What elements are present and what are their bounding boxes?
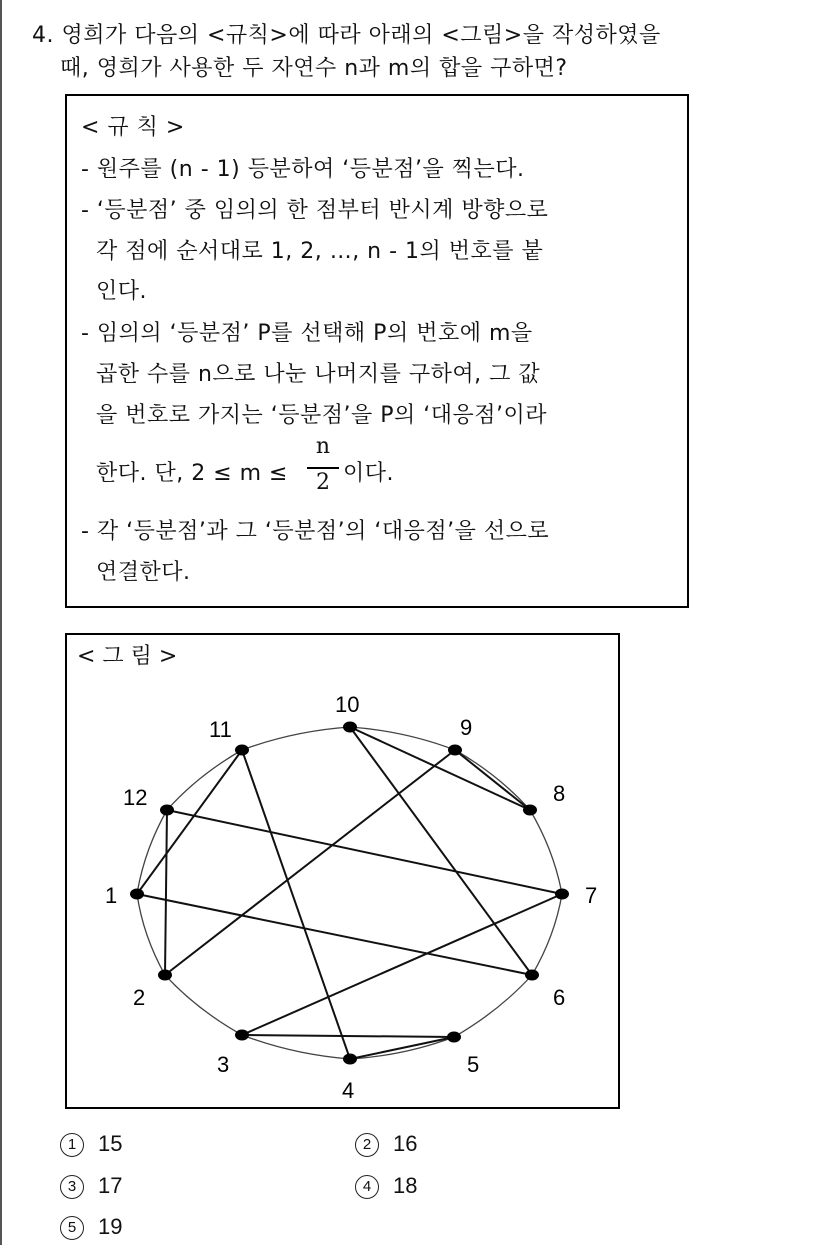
- point-10: [343, 722, 357, 733]
- choice-value: 15: [98, 1131, 123, 1156]
- point-label-7: 7: [585, 883, 598, 908]
- point-4: [343, 1054, 357, 1065]
- question-text-1: 영희가 다음의 <규칙>에 따라 아래의 <그림>을 작성하였을: [61, 23, 661, 48]
- rule-line-6: 곱한 수를 n으로 나눈 나머지를 구하여, 그 값: [81, 362, 541, 387]
- choice-value: 19: [98, 1214, 123, 1239]
- figure-box: [65, 633, 620, 1109]
- point-12: [160, 805, 174, 816]
- circle-arc: [165, 975, 242, 1035]
- point-2: [158, 970, 172, 981]
- circle-outline: [137, 727, 562, 1059]
- circle-arc: [137, 810, 167, 894]
- rule-line-8-end: 이다.: [343, 461, 394, 486]
- question-line-2: 때, 영희가 사용한 두 자연수 n과 m의 합을 구하면?: [60, 56, 568, 81]
- choice-marker: 2: [355, 1133, 379, 1157]
- rule-line-4: 인다.: [81, 279, 147, 304]
- rule-line-2: - ‘등분점’ 중 임의의 한 점부터 반시계 방향으로: [81, 198, 549, 223]
- choice-3[interactable]: [60, 1173, 122, 1199]
- chord-12-2: [165, 810, 167, 975]
- point-label-12: 12: [123, 785, 148, 810]
- chord-4-5: [350, 1037, 454, 1059]
- rules-title: < 규 칙 >: [81, 115, 185, 140]
- rules-box: [65, 94, 689, 608]
- chord-7-3: [242, 894, 562, 1035]
- rule-line-9: - 각 ‘등분점’과 그 ‘등분점’의 ‘대응점’을 선으로: [81, 519, 550, 544]
- point-label-11: 11: [209, 717, 232, 742]
- point-label-6: 6: [553, 985, 566, 1010]
- rule-line-1: - 원주를 (n - 1) 등분하여 ‘등분점’을 찍는다.: [81, 157, 525, 182]
- point-label-9: 9: [460, 715, 473, 740]
- choice-value: 17: [98, 1173, 123, 1198]
- circle-arc: [137, 894, 165, 975]
- choice-marker: 1: [60, 1133, 84, 1157]
- point-label-3: 3: [217, 1052, 230, 1077]
- rule-line-3: 각 점에 순서대로 1, 2, …, n - 1의 번호를 붙: [81, 239, 544, 264]
- question-line-1: [32, 18, 661, 49]
- rule-line-10: 연결한다.: [81, 560, 191, 585]
- chord-1-6: [137, 894, 532, 975]
- point-label-8: 8: [553, 781, 566, 806]
- point-label-1: 1: [105, 883, 118, 908]
- fraction-denominator: 2: [316, 470, 330, 495]
- point-label-10: 10: [335, 692, 360, 717]
- point-7: [555, 889, 569, 900]
- chord-10-6: [350, 727, 532, 975]
- point-9: [448, 745, 462, 756]
- chord-11-4: [242, 750, 350, 1059]
- chord-lines: [137, 727, 562, 1059]
- circle-arc: [350, 727, 455, 750]
- choice-value: 18: [393, 1173, 418, 1198]
- rule-line-5: - 임의의 ‘등분점’ P를 선택해 P의 번호에 m을: [81, 321, 533, 346]
- chord-diagram: [67, 635, 622, 1111]
- choice-4[interactable]: [355, 1173, 417, 1199]
- point-label-5: 5: [467, 1052, 480, 1077]
- rule-line-7: 을 번호로 가지는 ‘등분점’을 P의 ‘대응점’이라: [81, 403, 547, 428]
- choice-marker: 5: [60, 1216, 84, 1240]
- fraction-numerator: n: [315, 434, 331, 459]
- choice-marker: 4: [355, 1175, 379, 1199]
- rule-line-8: 한다. 단, 2 ≤ m ≤: [81, 461, 288, 486]
- point-11: [235, 745, 249, 756]
- choice-5[interactable]: [60, 1214, 122, 1240]
- point-label-2: 2: [133, 985, 146, 1010]
- point-5: [447, 1032, 461, 1043]
- circle-arc: [242, 1035, 350, 1059]
- choice-2[interactable]: [355, 1131, 417, 1157]
- circle-arc: [530, 810, 562, 894]
- chord-3-5: [242, 1035, 454, 1037]
- point-8: [523, 805, 537, 816]
- circle-arc: [242, 727, 350, 750]
- question-number: 4.: [32, 23, 54, 48]
- point-label-4: 4: [342, 1078, 355, 1103]
- choice-value: 16: [393, 1131, 418, 1156]
- circle-arc: [454, 975, 532, 1037]
- choice-marker: 3: [60, 1175, 84, 1199]
- point-1: [130, 889, 144, 900]
- fraction-bar: [307, 467, 339, 469]
- page-left-border: [0, 0, 2, 1245]
- fraction-n-over-2: [307, 434, 339, 504]
- chord-10-8: [350, 727, 530, 810]
- point-labels: [105, 692, 597, 1103]
- point-3: [235, 1030, 249, 1041]
- chord-12-7: [167, 810, 562, 894]
- figure-title: < 그 림 >: [77, 644, 178, 669]
- choice-1[interactable]: [60, 1131, 122, 1157]
- division-points: [130, 722, 569, 1065]
- point-6: [525, 970, 539, 981]
